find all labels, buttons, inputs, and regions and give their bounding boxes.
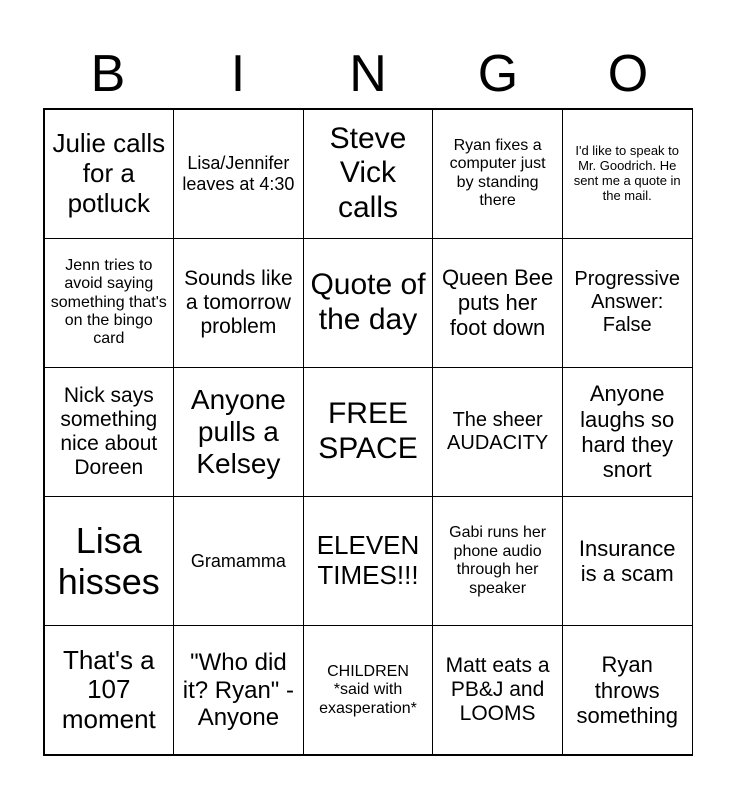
free-space-cell[interactable]: FREE SPACE — [303, 367, 434, 497]
bingo-cell[interactable]: Insurance is a scam — [562, 496, 693, 626]
bingo-cell[interactable]: The sheer AUDACITY — [432, 367, 563, 497]
bingo-cell[interactable]: ELEVEN TIMES!!! — [303, 496, 434, 626]
header-letter-g: G — [477, 45, 519, 103]
bingo-cell[interactable]: That's a 107 moment — [44, 625, 175, 755]
bingo-card — [43, 108, 693, 756]
header-letter-n: N — [349, 45, 387, 103]
header-letter-o: O — [607, 45, 649, 103]
bingo-cell[interactable]: Lisa/Jennifer leaves at 4:30 — [173, 109, 304, 239]
bingo-cell[interactable]: Ryan fixes a computer just by standing there — [432, 109, 563, 239]
bingo-cell[interactable]: Lisa hisses — [44, 496, 175, 626]
bingo-cell[interactable]: I'd like to speak to Mr. Goodrich. He sent me a quote in the mail. — [562, 109, 693, 239]
bingo-cell[interactable]: Julie calls for a potluck — [44, 109, 175, 239]
bingo-cell[interactable]: Quote of the day — [303, 238, 434, 368]
bingo-cell[interactable]: Anyone laughs so hard they snort — [562, 367, 693, 497]
bingo-cell[interactable]: Queen Bee puts her foot down — [432, 238, 563, 368]
bingo-cell[interactable]: "Who did it? Ryan" - Anyone — [173, 625, 304, 755]
bingo-cell[interactable]: Gramamma — [173, 496, 304, 626]
bingo-cell[interactable]: CHILDREN *said with exasperation* — [303, 625, 434, 755]
bingo-cell[interactable]: Jenn tries to avoid saying something that's on the bingo card — [44, 238, 175, 368]
bingo-cell[interactable]: Steve Vick calls — [303, 109, 434, 239]
bingo-cell[interactable]: Sounds like a tomorrow problem — [173, 238, 304, 368]
bingo-cell[interactable]: Nick says something nice about Doreen — [44, 367, 175, 497]
bingo-cell[interactable]: Matt eats a PB&J and LOOMS — [432, 625, 563, 755]
bingo-cell[interactable]: Progressive Answer: False — [562, 238, 693, 368]
header-letter-b: B — [90, 45, 126, 103]
header-letter-i: I — [230, 45, 246, 103]
bingo-cell[interactable]: Gabi runs her phone audio through her speaker — [432, 496, 563, 626]
bingo-header — [43, 40, 693, 108]
bingo-cell[interactable]: Anyone pulls a Kelsey — [173, 367, 304, 497]
bingo-cell[interactable]: Ryan throws something — [562, 625, 693, 755]
